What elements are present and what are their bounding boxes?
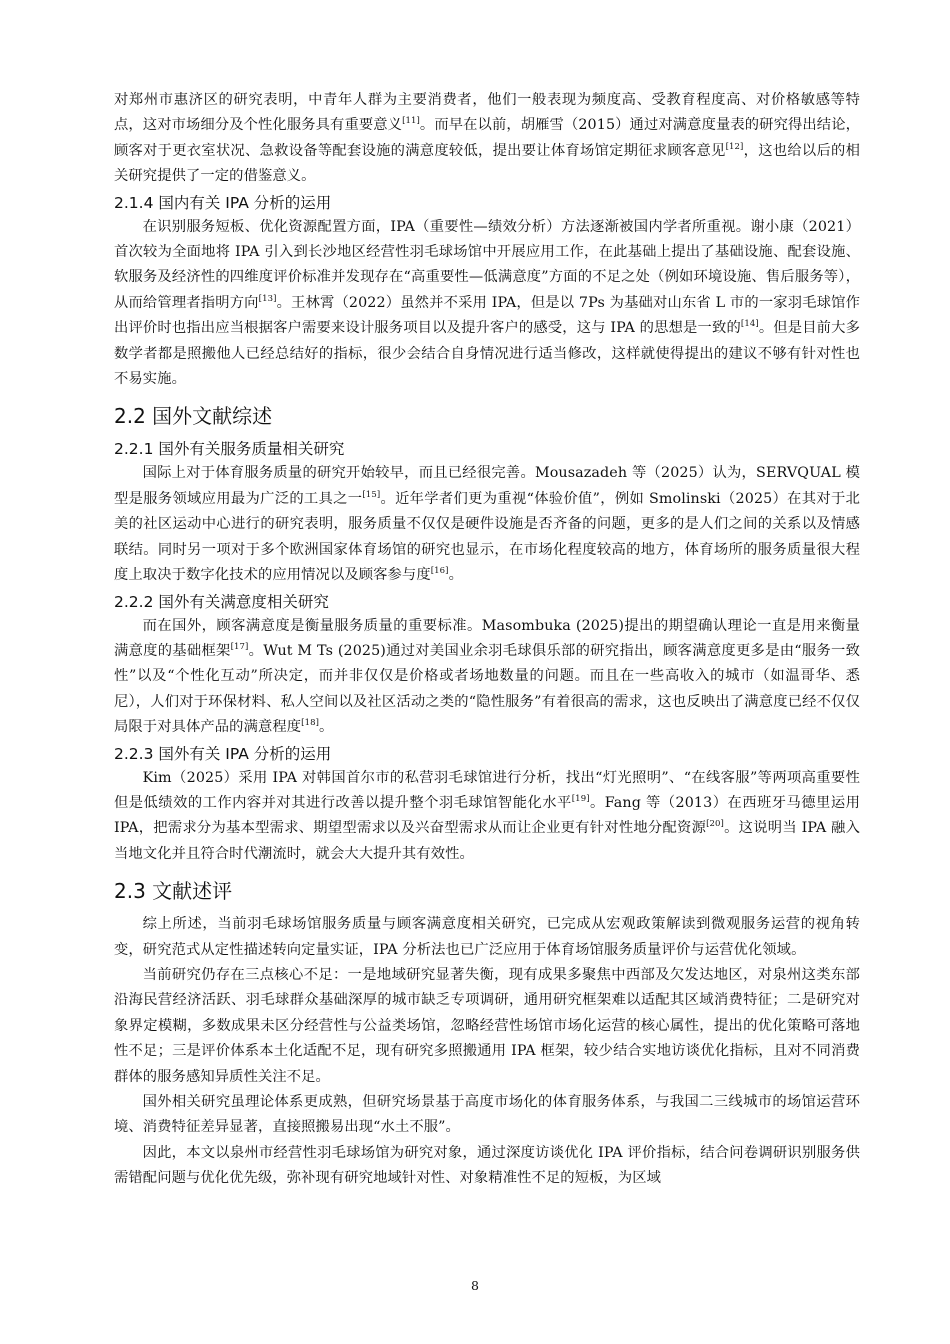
citation-ref: [11] [402, 116, 420, 127]
text-run: 。Fang 等（2013）在西班牙马德里运用 IPA，把需求分为基本型需求、期望型需求以及兴奋型需求从而让企业更有针对性地分配资源 [114, 794, 860, 837]
citation-ref: [20] [706, 819, 724, 830]
page-body [114, 88, 860, 1192]
citation-ref: [19] [571, 794, 590, 805]
heading-2-2-1: 2.2.1 国外有关服务质量相关研究 [114, 440, 345, 459]
text-run: 。这说明当 IPA 融入当地文化并且符合时代潮流时，就会大大提升其有效性。 [114, 820, 860, 862]
citation-ref: [15] [362, 490, 381, 501]
paragraph-review-conclusion: 因此，本文以泉州市经营性羽毛球场馆为研究对象，通过深度访谈优化 IPA 评价指标，结合问卷调研识别服务供需错配问题与优化优先级，弥补现有研究地域针对性、对象精准性不足的短板，为区域 [114, 1144, 860, 1187]
paragraph-review-shortcomings: 当前研究仍存在三点核心不足：一是地域研究显著失衡，现有成果多聚焦中西部及欠发达地区，对泉州这类东部沿海民营经济活跃、羽毛球群众基础深厚的城市缺乏专项调研，通用研究框架难以适配其区域消费特征；二是研究对象界定模糊，多数成果未区分经营性与公益类场馆，忽略经营性场馆市场化运营的核心属性，提出的优化策略可落地性不足；三是评价体系本土化适配不足，现有研究多照搬通用 IPA 框架，较少结合实地访谈优化指标，且对不同消费群体的服务感知异质性关注不足。 [114, 966, 860, 1085]
paragraph-domestic-ipa [114, 215, 860, 393]
citation-ref: [17] [230, 642, 249, 653]
paragraph-foreign-service-quality [114, 461, 860, 588]
paragraph-foreign-satisfaction [114, 614, 860, 741]
paragraph-zhengzhou-study [114, 88, 860, 190]
text-run: Kim（2025）采用 IPA 对韩国首尔市的私营羽毛球馆进行分析，找出“灯光照明”、“在线客服”等两项高重要性但是低绩效的工作内容并对其进行改善以提升整个羽毛球馆智能化水平 [114, 769, 860, 811]
citation-ref: [14] [740, 319, 759, 330]
heading-2-2: 2.2 国外文献综述 [114, 404, 273, 429]
text-run: 。而早在以前，胡雁雪（2015）通过对满意度量表的研究得出结论，顾客对于更衣室状况、急救设备等配套设施的满意度较低，提出要让体育场馆定期征求顾客意见 [114, 117, 860, 159]
text-run: 而在国外，顾客满意度是衡量服务质量的重要标准。Masombuka (2025)提出的期望确认理论一直是用来衡量满意度的基础框架 [114, 617, 860, 659]
text-run: ，这也给以后的相关研究提供了一定的借鉴意义。 [114, 142, 860, 185]
text-run: 在识别服务短板、优化资源配置方面，IPA（重要性—绩效分析）方法逐渐被国内学者所重视。谢小康（2021）首次较为全面地将 IPA 引入到长沙地区经营性羽毛球场馆中开展应用工作，在此基础上提出了基础设施、配套设施、软服务及经济性的四维度评价标准并发现存在“高重要性—低满意度”方面的不足之处（例如环境设施、售后服务等），从而给管理者指明方向 [114, 218, 860, 311]
text-run: 。但是目前大多数学者都是照搬他人已经总结好的指标，很少会结合自身情况进行适当修改，这样就使得提出的建议不够有针对性也不易实施。 [114, 320, 860, 388]
text-run: 。王林霄（2022）虽然并不采用 IPA，但是以 7Ps 为基础对山东省 L 市的一家羽毛球馆作出评价时也指出应当根据客户需要来设计服务项目以及提升客户的感受，这与 IPA 的思想是一致的 [114, 294, 860, 337]
text-run: 。Wut M Ts (2025)通过对美国业余羽毛球俱乐部的研究指出，顾客满意度更多是由“服务一致性”以及“个性化互动”所决定，而并非仅仅是价格或者场地数量的问题。而且在一些高收入的城市（如温哥华、悉尼），人们对于环保材料、私人空间以及社区活动之类的“隐性服务”有着很高的需求，这也反映出了满意度已经不仅仅局限于对具体产品的满意程度 [114, 642, 860, 736]
paragraph-review-summary: 综上所述，当前羽毛球场馆服务质量与顾客满意度相关研究，已完成从宏观政策解读到微观服务运营的视角转变，研究范式从定性描述转向定量实证，IPA 分析法也已广泛应用于体育场馆服务质量评价与运营优化领域。 [114, 916, 860, 958]
heading-2-1-4: 2.1.4 国内有关 IPA 分析的运用 [114, 193, 332, 212]
text-run: 国际上对于体育服务质量的研究开始较早，而且已经很完善。Mousazadeh 等（2025）认为，SERVQUAL 模型是服务领域应用最为广泛的工具之一 [114, 465, 860, 507]
text-run: 。 [448, 567, 463, 584]
text-run: 。近年学者们更为重视“体验价值”，例如 Smolinski（2025）在其对于北美的社区运动中心进行的研究表明，服务质量不仅仅是硬件设施是否齐备的问题，更多的是人们之间的关系以及情感联结。同时另一项对于多个欧洲国家体育场馆的研究也显示，在市场化程度较高的地方，体育场所的服务质量很大程度上取决于数字化技术的应用情况以及顾客参与度 [114, 490, 860, 584]
heading-2-3: 2.3 文献述评 [114, 879, 233, 904]
citation-ref: [18] [301, 718, 320, 729]
paragraph-review-foreign: 国外相关研究虽理论体系更成熟，但研究场景基于高度市场化的体育服务体系，与我国二三线城市的场馆运营环境、消费特征差异显著，直接照搬易出现“水土不服”。 [114, 1094, 860, 1136]
citation-ref: [13] [258, 294, 277, 305]
heading-2-2-3: 2.2.3 国外有关 IPA 分析的运用 [114, 744, 332, 763]
heading-2-2-2: 2.2.2 国外有关满意度相关研究 [114, 592, 329, 611]
citation-ref: [12] [725, 142, 744, 153]
citation-ref: [16] [430, 566, 449, 577]
text-run: 。 [319, 719, 334, 736]
page-number: 8 [471, 1278, 479, 1293]
paragraph-foreign-ipa [114, 766, 860, 868]
text-run: 对郑州市惠济区的研究表明，中青年人群为主要消费者，他们一般表现为频度高、受教育程度高、对价格敏感等特点，这对市场细分及个性化服务具有重要意义 [114, 92, 860, 134]
